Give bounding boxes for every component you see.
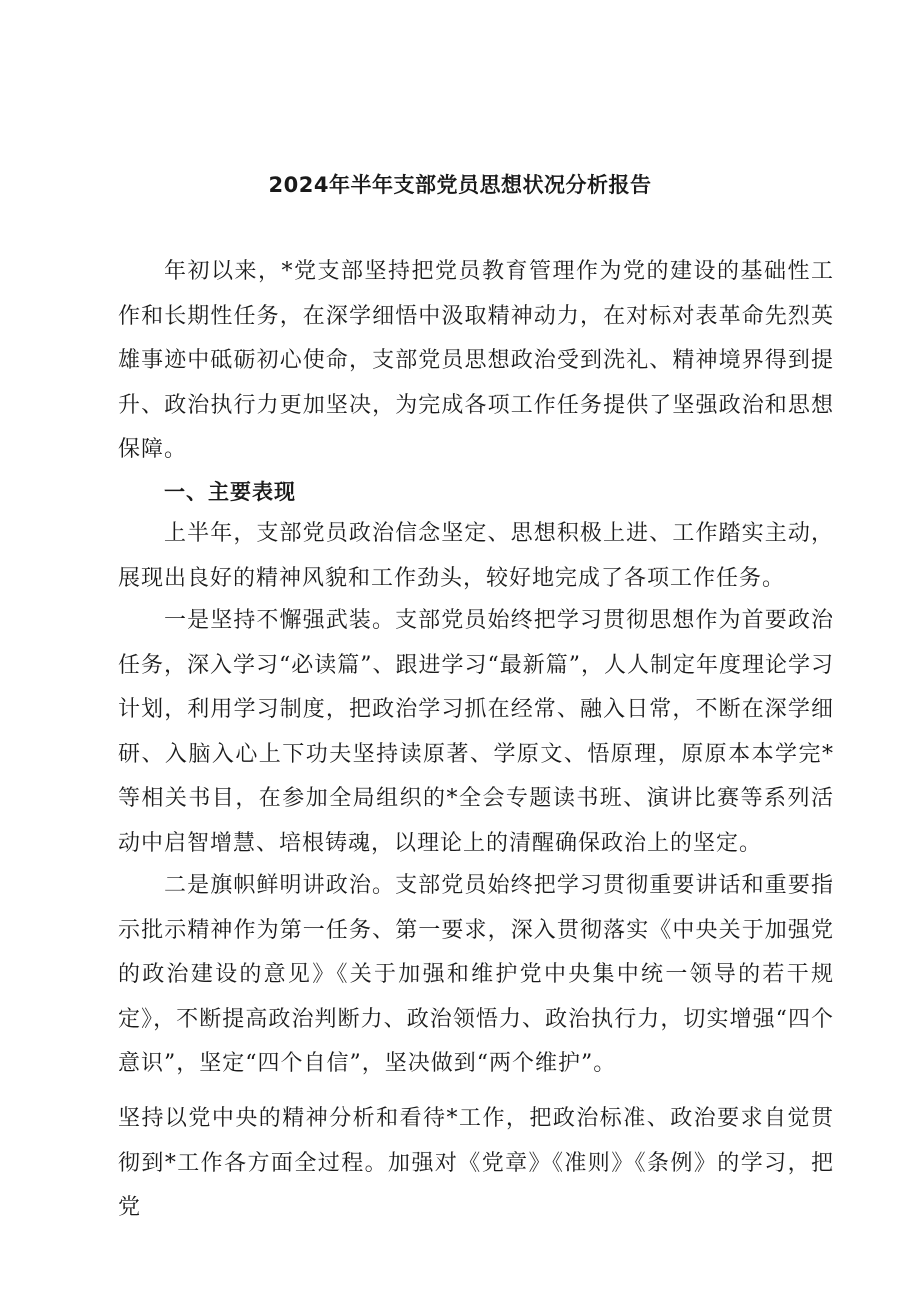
intro-paragraph: 年初以来，*党支部坚持把党员教育管理作为党的建设的基础性工作和长期性任务，在深学细悟中汲取精神动力，在对标对表革命先烈英雄事迹中砥砺初心使命，支部党员思想政治受到洗礼、精神境界得到提升、政治执行力更加坚决，为完成各项工作任务提供了坚强政治和思想保障。 <box>118 259 834 462</box>
point-two-paragraph: 二是旗帜鲜明讲政治。支部党员始终把学习贯彻重要讲话和重要指示批示精神作为第一任务、第一要求，深入贯彻落实《中央关于加强党的政治建设的意见》《关于加强和维护党中央集中统一领导的若干规定》，不断提高政治判断力、政治领悟力、政治执行力，切实增强“四个意识”，坚定“四个自信”，坚决做到“两个维护”。 <box>118 873 834 1076</box>
point-one-paragraph: 一是坚持不懈强武装。支部党员始终把学习贯彻思想作为首要政治任务，深入学习“必读篇”、跟进学习“最新篇”，人人制定年度理论学习计划，利用学习制度，把政治学习抓在经常、融入日常，不断在深学细研、入脑入心上下功夫坚持读原著、学原文、悟原理，原原本本学完*等相关书目，在参加全局组织的*全会专题读书班、演讲比赛等系列活动中启智增慧、培根铸魂，以理论上的清醒确保政治上的坚定。 <box>118 608 834 856</box>
summary-paragraph: 上半年，支部党员政治信念坚定、思想积极上进、工作踏实主动，展现出良好的精神风貌和工作劲头，较好地完成了各项工作任务。 <box>118 521 834 591</box>
section-heading: 一、主要表现 <box>164 480 296 504</box>
continuation-paragraph: 坚持以党中央的精神分析和看待*工作，把政治标准、政治要求自觉贯彻到*工作各方面全过程。加强对《党章》《准则》《条例》的学习，把党 <box>118 1106 834 1220</box>
document-title: 2024年半年支部党员思想状况分析报告 <box>268 173 652 197</box>
